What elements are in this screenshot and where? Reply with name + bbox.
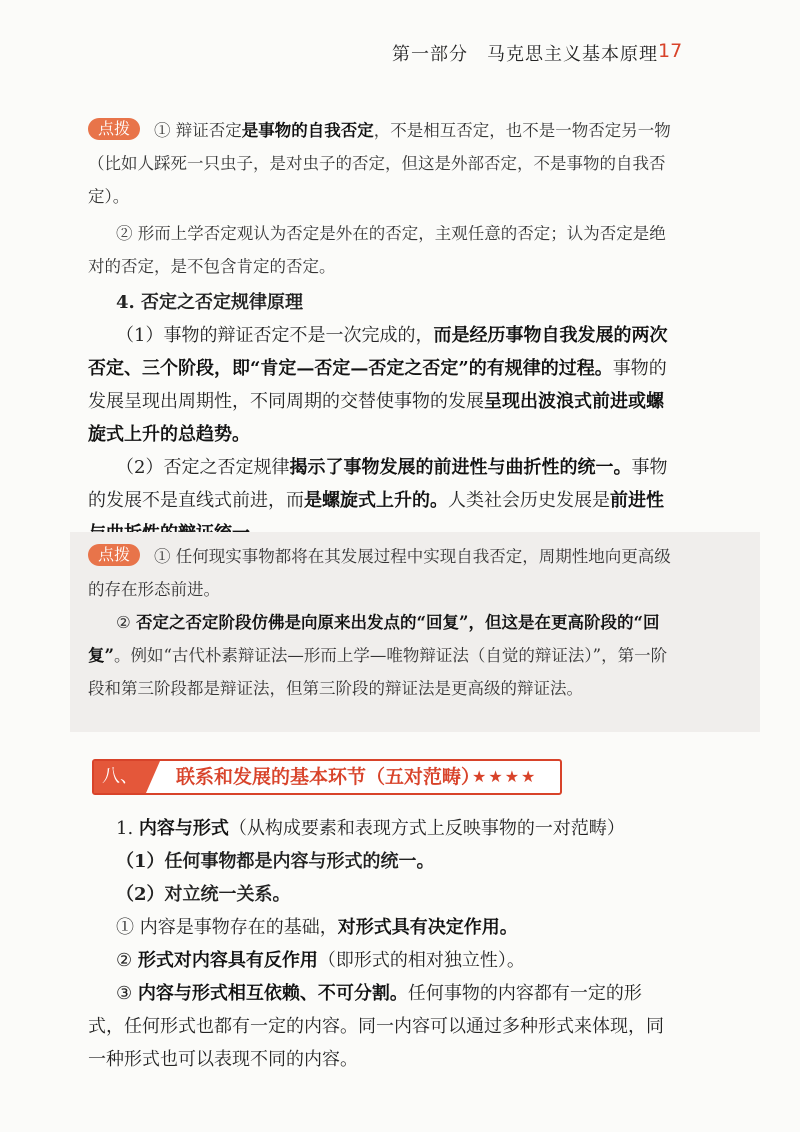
text: （从构成要素和表现方式上反映事物的一对范畴） bbox=[228, 818, 625, 839]
note2-text: ① 任何现实事物都将在其发展过程中实现自我否定，周期性地向更高级的存在形态前进。 bbox=[88, 547, 671, 599]
emphasis: 内容与形式 bbox=[138, 818, 229, 839]
emphasis: 形式对内容具有反作用 bbox=[137, 950, 318, 971]
text: 人类社会历史发展是 bbox=[448, 490, 610, 511]
note-tag: 点拨 bbox=[88, 544, 140, 566]
text: 事物的发展呈现出周期性，不同周期的交替使事物的发展 bbox=[88, 358, 667, 412]
note1-text: ① 辩证否定 bbox=[154, 121, 242, 140]
note1-paragraph-1 bbox=[88, 114, 676, 213]
text: （1）事物的辩证否定不是一次完成的， bbox=[116, 325, 434, 346]
banner-slant bbox=[146, 761, 160, 793]
emphasis: 呈现出波浪式前进或螺旋式上升的总趋势。 bbox=[88, 391, 664, 445]
text: （2）否定之否定规律 bbox=[116, 457, 290, 478]
content-form-point-1 bbox=[88, 911, 676, 944]
emphasis: 前进性 bbox=[610, 490, 664, 511]
content-form-point-2 bbox=[88, 944, 676, 977]
note-tag: 点拨 bbox=[88, 118, 140, 140]
section-eight-title: 联系和发展的基本环节（五对范畴） bbox=[176, 766, 481, 788]
section-eight-banner bbox=[92, 759, 562, 795]
section-4-heading: 4. 否定之否定规律原理 bbox=[116, 292, 304, 313]
section-eight-number: 八、 bbox=[94, 761, 146, 793]
importance-stars: ★★★★ bbox=[472, 767, 538, 786]
note-box-1 bbox=[88, 114, 676, 283]
content-form-point-3 bbox=[88, 977, 676, 1076]
text: 。例如“古代朴素辩证法—形而上学—唯物辩证法（自觉的辩证法）”，第一阶段和第三阶段都是辩证法，但第三阶段的辩证法是更高级的辩证法。 bbox=[88, 646, 668, 698]
content-form-item-1: （1）任何事物都是内容与形式的统一。 bbox=[116, 851, 435, 872]
content-form-item-2: （2）对立统一关系。 bbox=[116, 884, 291, 905]
note1-paragraph-2: ② 形而上学否定观认为否定是外在的否定，主观任意的否定；认为否定是绝对的否定，是不包含肯定的否定。 bbox=[88, 224, 666, 276]
note2-paragraph-2 bbox=[88, 606, 676, 705]
text: ③ bbox=[116, 983, 138, 1004]
note1-emphasis: 是事物的自我否定 bbox=[241, 121, 374, 140]
content-form-section bbox=[88, 812, 676, 1076]
emphasis: 是螺旋式上升的。 bbox=[304, 490, 448, 511]
text: ② bbox=[116, 613, 137, 632]
section-4 bbox=[88, 286, 676, 550]
section-4-paragraph-1 bbox=[88, 319, 676, 451]
text: （即形式的相对独立性）。 bbox=[317, 950, 525, 971]
emphasis: 对形式具有决定作用。 bbox=[337, 917, 518, 938]
emphasis: 揭示了事物发展的前进性与曲折性的统一。 bbox=[289, 457, 632, 478]
header-title: 第一部分 马克思主义基本原理 bbox=[392, 44, 658, 65]
text: 事物的发展不是直线式前进，而 bbox=[88, 457, 668, 511]
page-number: 17 bbox=[658, 40, 683, 62]
note2-paragraph-1 bbox=[88, 540, 676, 606]
text: ② bbox=[116, 950, 138, 971]
emphasis: 而是经历事物自我发展的两次否定、三个阶段，即“肯定—否定—否定之否定”的有规律的过程。 bbox=[88, 325, 668, 379]
note1-text-rest: ，不是相互否定，也不是一物否定另一物（比如人踩死一只虫子，是对虫子的否定，但这是外部否定，不是事物的自我否定）。 bbox=[88, 121, 671, 206]
emphasis: 内容与形式相互依赖、不可分割。 bbox=[137, 983, 408, 1004]
text: ① 内容是事物存在的基础， bbox=[116, 917, 338, 938]
text: 1. bbox=[116, 818, 139, 839]
text: 任何事物的内容都有一定的形式，任何形式也都有一定的内容。同一内容可以通过多种形式来体现，同一种形式也可以表现不同的内容。 bbox=[88, 983, 664, 1070]
note-box-2 bbox=[88, 540, 676, 705]
emphasis: 否定之否定阶段仿佛是向原来出发点的“回复”，但这是在更高阶段的“回复” bbox=[88, 613, 660, 665]
content-form-heading bbox=[88, 812, 676, 845]
